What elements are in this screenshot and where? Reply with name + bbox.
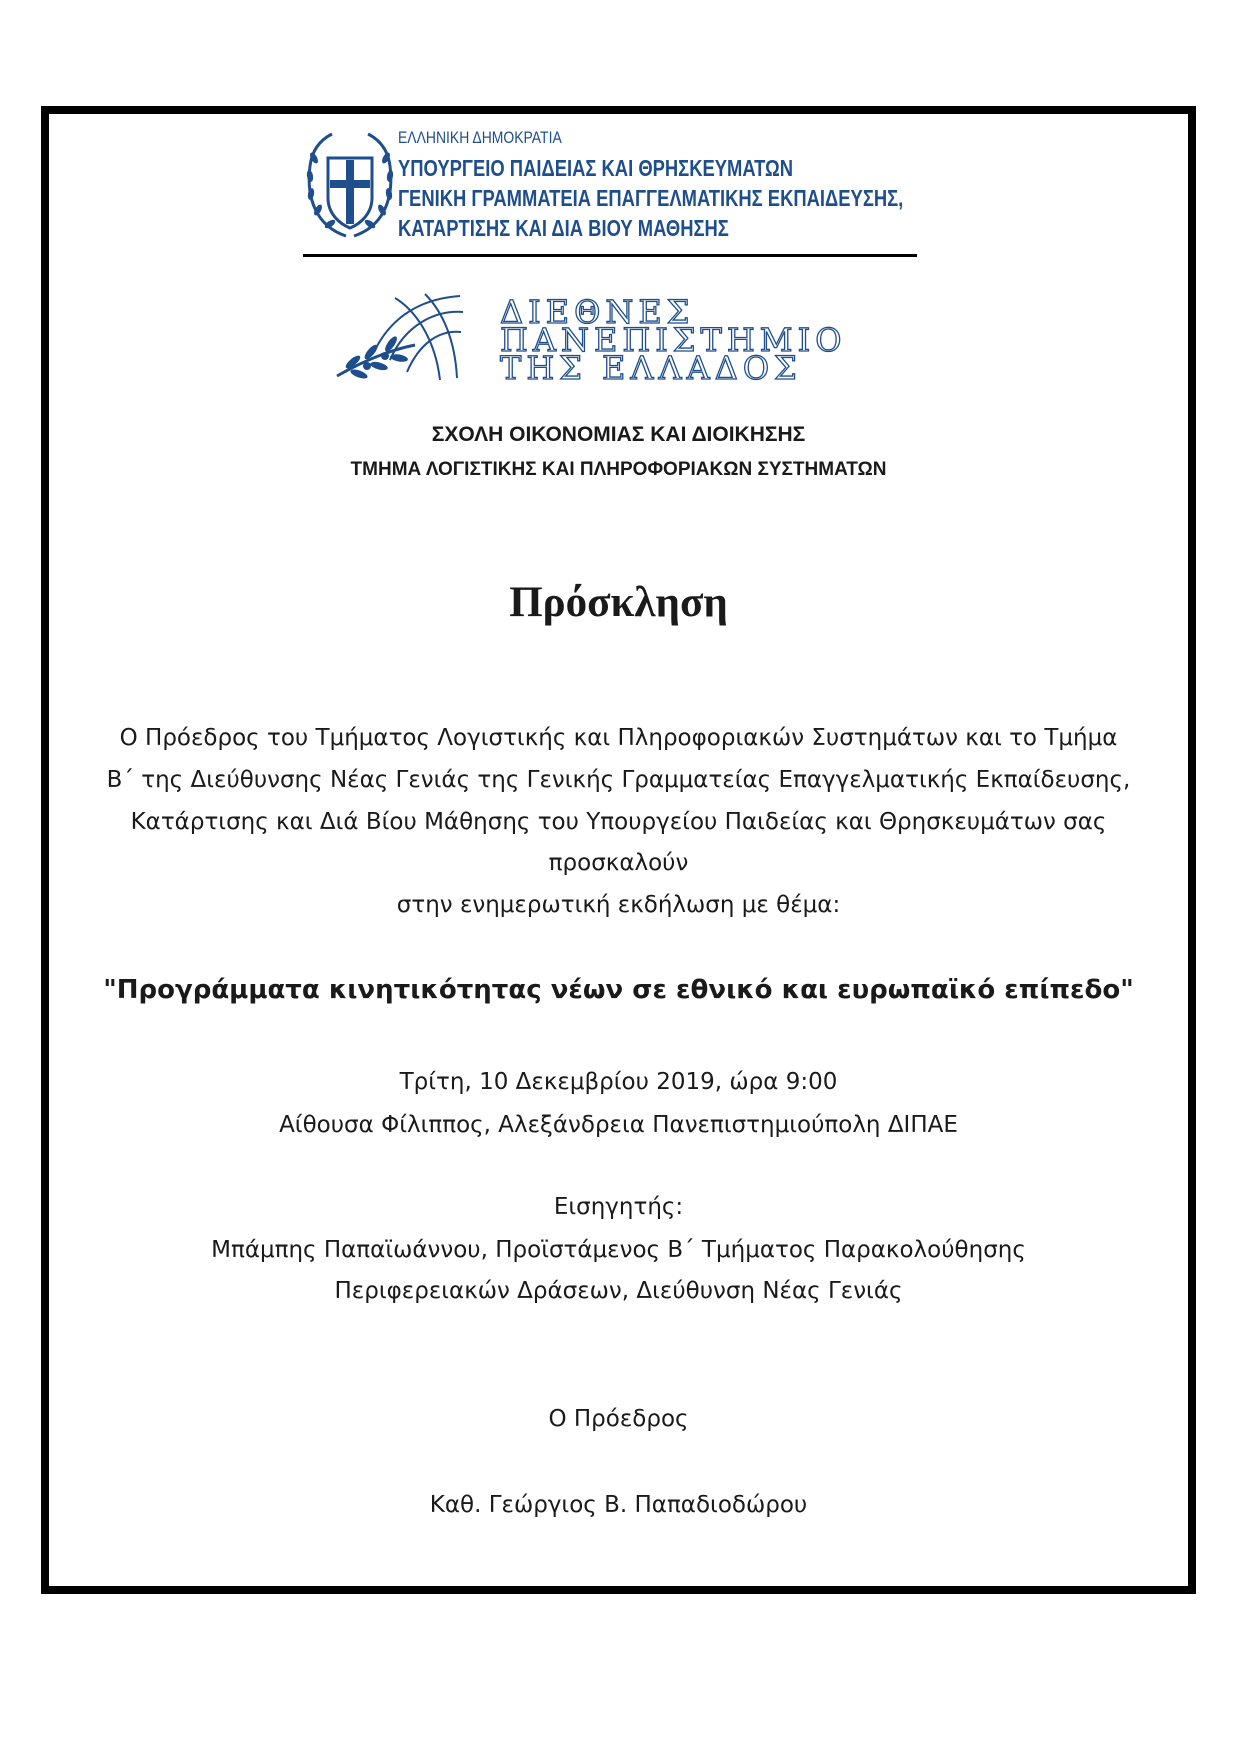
page-title: Πρόσκληση (509, 579, 728, 626)
speaker-details-line: Μπάμπης Παπαϊωάννου, Προϊστάμενος Β΄ Τμήματος Παρακολούθησης (211, 1237, 1026, 1263)
ministry-republic-line: ΕΛΛΗΝΙΚΗ ΔΗΜΟΚΡΑΤΙΑ (398, 128, 562, 147)
greek-coat-of-arms-icon (302, 128, 398, 246)
header-divider (303, 254, 917, 257)
intro-line: στην ενημερωτική εκδήλωση με θέμα: (396, 892, 841, 918)
department-name: ΤΜΗΜΑ ΛΟΓΙΣΤΙΚΗΣ ΚΑΙ ΠΛΗΡΟΦΟΡΙΑΚΩΝ ΣΥΣΤΗΜΑΤΩΝ (350, 459, 887, 480)
speaker-label: Εισηγητής: (553, 1194, 684, 1220)
ministry-secretariat-line: ΓΕΝΙΚΗ ΓΡΑΜΜΑΤΕΙΑ ΕΠΑΓΓΕΛΜΑΤΙΚΗΣ ΕΚΠΑΙΔΕΥΣΗΣ, (398, 185, 904, 211)
signature-role: Ο Πρόεδρος (548, 1406, 689, 1432)
intro-line: προσκαλούν (548, 850, 689, 876)
intro-line: Β΄ της Διεύθυνσης Νέας Γενιάς της Γενικής Γραμματείας Επαγγελματικής Εκπαίδευσης, (106, 767, 1131, 793)
signature-name: Καθ. Γεώργιος Β. Παπαδιοδώρου (429, 1492, 808, 1518)
university-olive-branch-icon (335, 290, 465, 382)
ministry-secretariat-line-2: ΚΑΤΑΡΤΙΣΗΣ ΚΑΙ ΔΙΑ ΒΙΟΥ ΜΑΘΗΣΗΣ (398, 215, 729, 241)
intro-line: Κατάρτισης και Διά Βίου Μάθησης του Υπουργείου Παιδείας και Θρησκευμάτων σας (130, 809, 1107, 835)
event-location: Αίθουσα Φίλιππος, Αλεξάνδρεια Πανεπιστημιούπολη ΔΙΠΑΕ (279, 1112, 958, 1138)
school-name: ΣΧΟΛΗ ΟΙΚΟΝΟΜΙΑΣ ΚΑΙ ΔΙΟΙΚΗΣΗΣ (431, 423, 806, 446)
event-topic: "Προγράμματα κινητικότητας νέων σε εθνικό και ευρωπαϊκό επίπεδο" (103, 975, 1134, 1005)
intro-line: Ο Πρόεδρος του Τμήματος Λογιστικής και Πληροφοριακών Συστημάτων και το Τμήμα (119, 725, 1118, 751)
university-name-line-3: ΤΗΣ ΕΛΛΑΔΟΣ (500, 349, 802, 387)
university-name-line-2: ΠΑΝΕΠΙΣΤΗΜΙΟ (500, 321, 847, 359)
ministry-name-line: ΥΠΟΥΡΓΕΙΟ ΠΑΙΔΕΙΑΣ ΚΑΙ ΘΡΗΣΚΕΥΜΑΤΩΝ (398, 155, 794, 181)
event-datetime: Τρίτη, 10 Δεκεμβρίου 2019, ώρα 9:00 (399, 1069, 838, 1095)
university-name-line-1: ΔΙΕΘΝΕΣ (500, 293, 695, 331)
speaker-details-line: Περιφερειακών Δράσεων, Διεύθυνση Νέας Γενιάς (334, 1278, 903, 1304)
